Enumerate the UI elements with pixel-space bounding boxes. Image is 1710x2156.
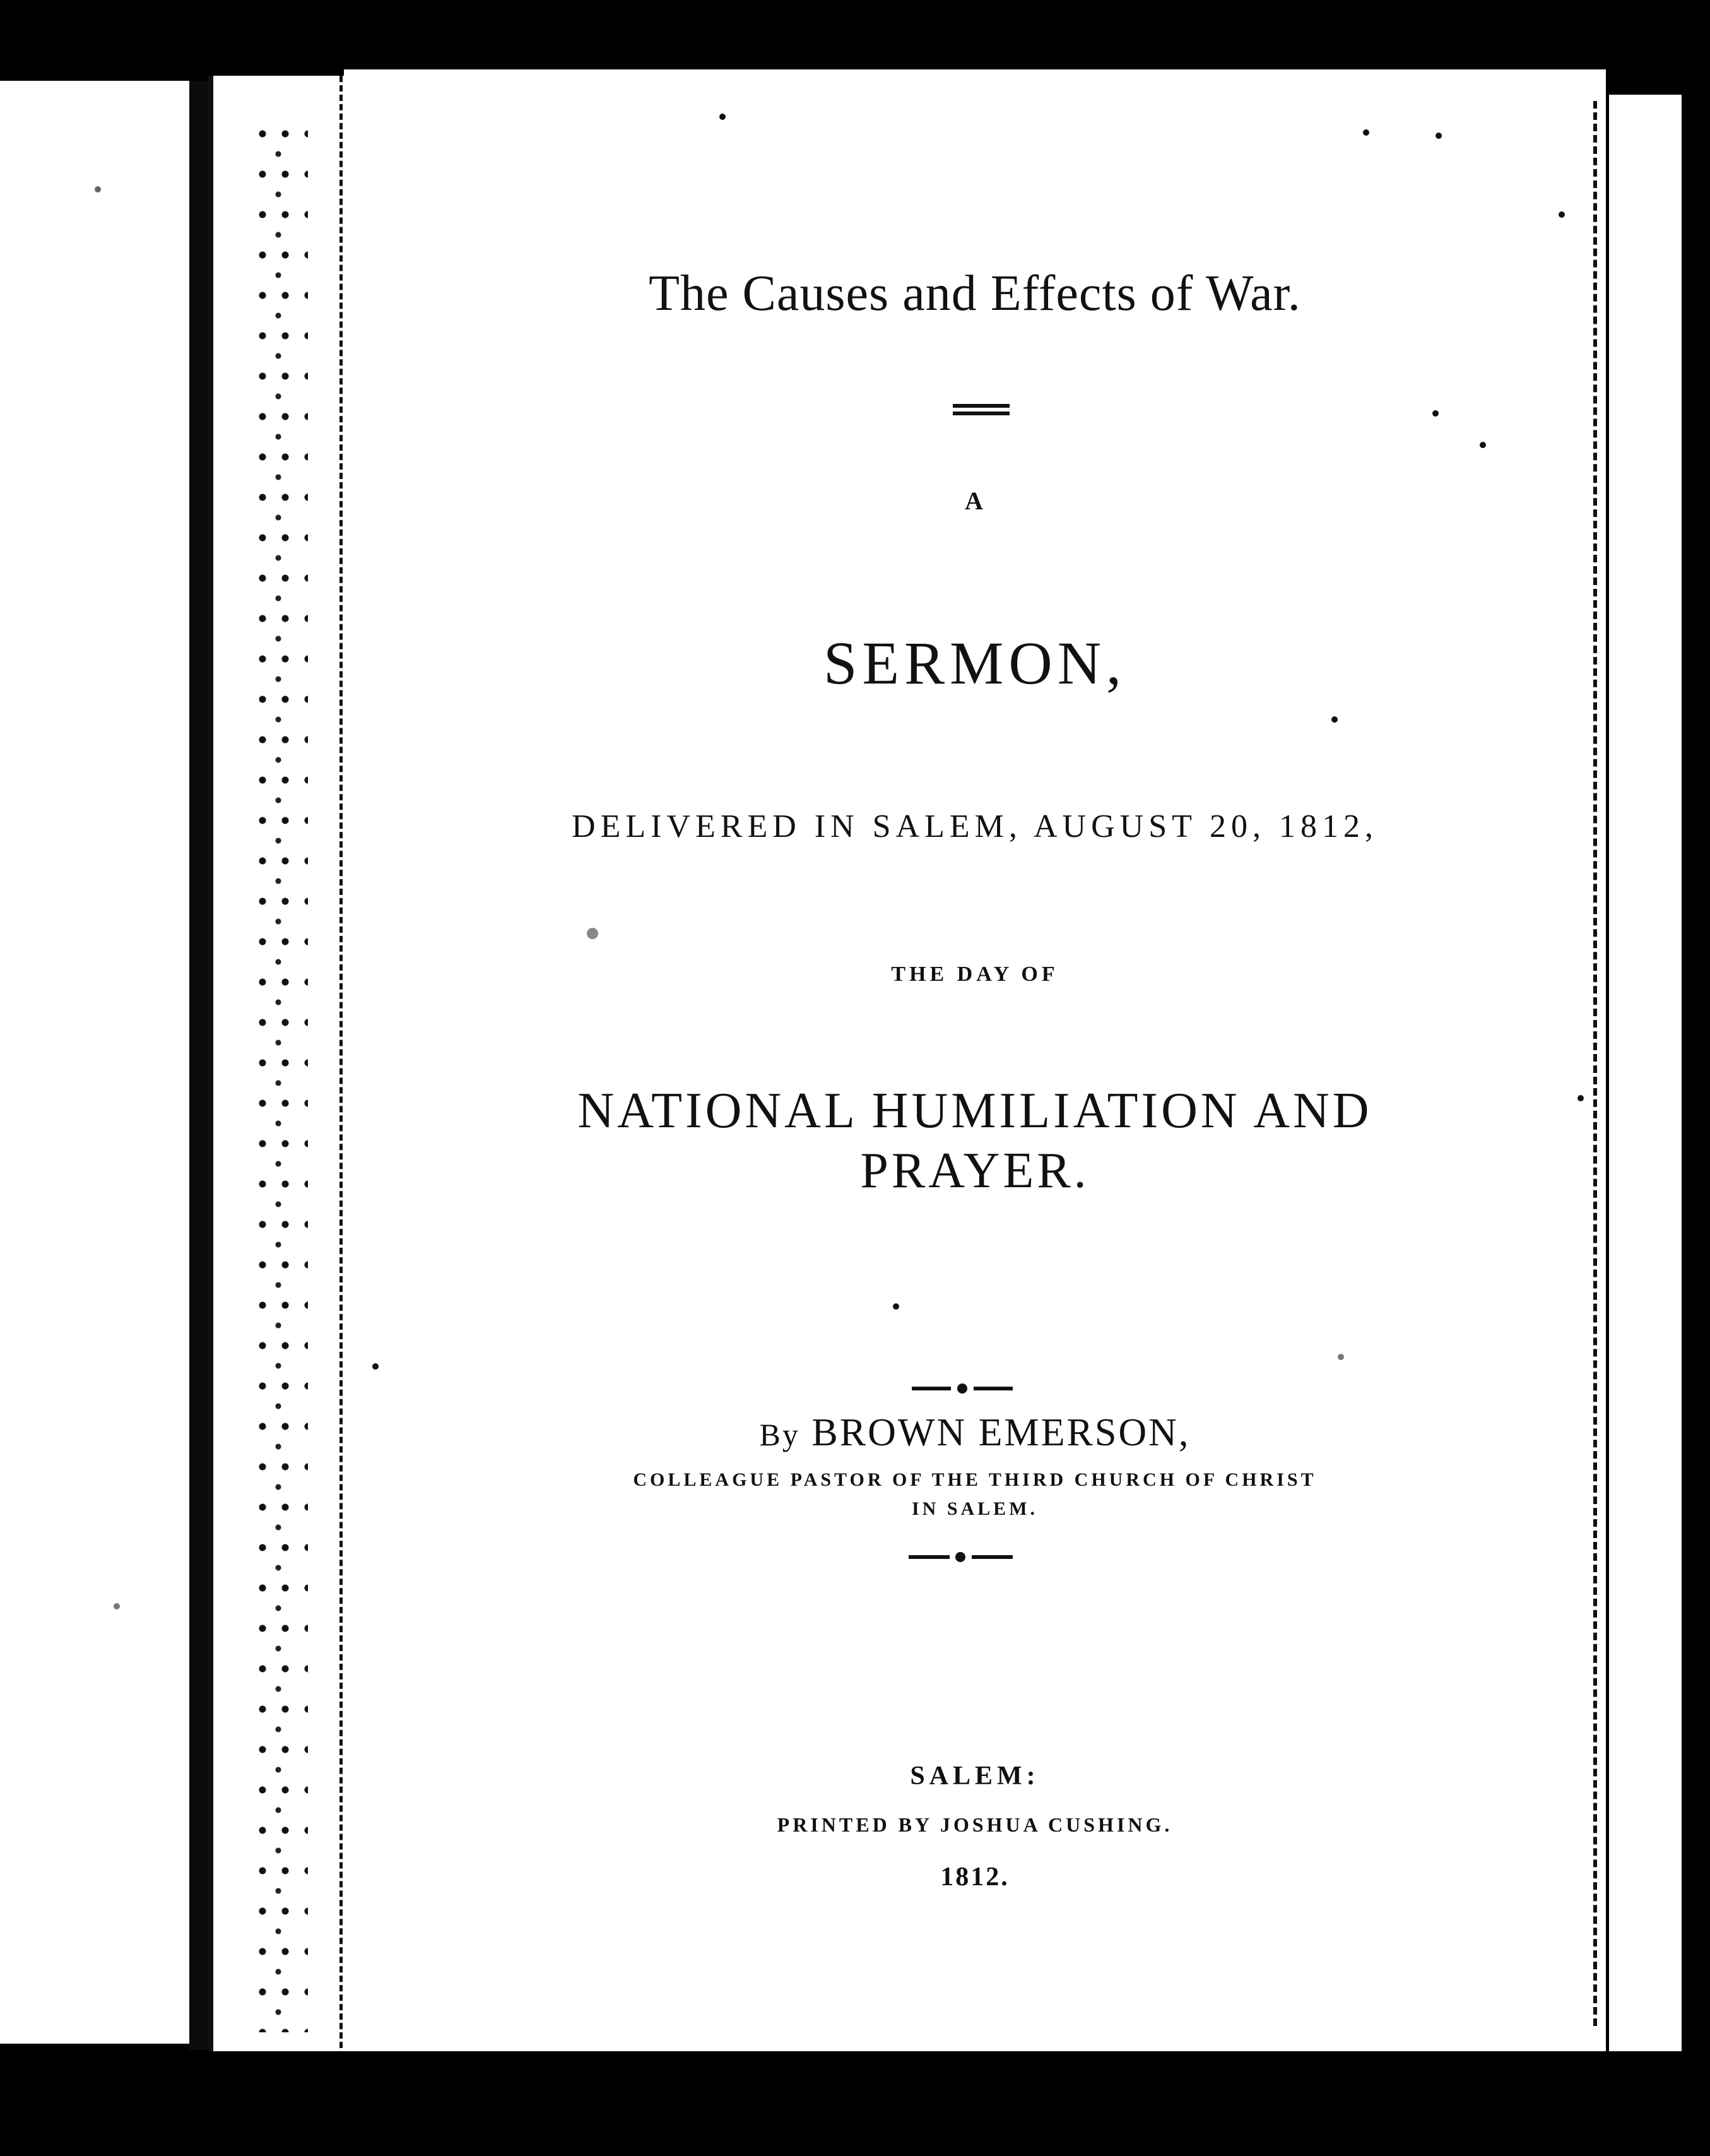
- imprint-printer: PRINTED BY JOSHUA CUSHING.: [777, 1813, 1173, 1836]
- imprint-place: SALEM:: [910, 1762, 1040, 1791]
- stitch-line: [339, 76, 343, 2058]
- author-position-line-1: COLLEAGUE PASTOR OF THE THIRD CHURCH OF CHRIST: [633, 1469, 1317, 1490]
- ink-speck: [95, 186, 101, 192]
- title-page: [344, 69, 1606, 2051]
- stitch-dots-secondary: [262, 134, 307, 2032]
- author-line: [344, 1411, 1606, 1455]
- ink-speck: [719, 114, 726, 120]
- ink-speck: [372, 1363, 379, 1370]
- main-title: SERMON,: [823, 629, 1127, 697]
- binding-stitches: [208, 76, 352, 2058]
- double-rule-top: [953, 404, 1010, 408]
- double-rule-bottom: [953, 412, 1010, 415]
- delivery-line: DELIVERED IN SALEM, AUGUST 20, 1812,: [572, 808, 1378, 844]
- ink-speck: [893, 1303, 899, 1310]
- ink-speck: [1480, 442, 1486, 448]
- ornament-rule-bottom: [909, 1554, 1013, 1560]
- ink-speck: [1331, 716, 1338, 723]
- ornament-rule-top: [912, 1385, 1013, 1392]
- page-edge-rule: [1593, 101, 1597, 2026]
- ink-speck: [587, 928, 598, 939]
- ink-speck: [1436, 133, 1442, 139]
- occasion-line-1: NATIONAL HUMILIATION AND: [577, 1083, 1372, 1139]
- ink-speck: [1363, 129, 1369, 136]
- ink-speck: [1432, 410, 1439, 417]
- scan-bottom-border: [0, 2051, 1710, 2156]
- author-position-line-2: IN SALEM.: [911, 1498, 1039, 1519]
- imprint-year: 1812.: [940, 1863, 1010, 1892]
- author-by: By: [759, 1417, 800, 1452]
- day-of-line: THE DAY OF: [891, 962, 1059, 986]
- ink-speck: [114, 1603, 120, 1609]
- occasion-line-2: PRAYER.: [860, 1143, 1090, 1199]
- right-scan-border: [1682, 95, 1710, 2156]
- left-leaf-edge: [189, 81, 208, 2050]
- ink-speck: [1577, 1095, 1584, 1101]
- left-facing-leaf: [0, 81, 189, 2044]
- scan-top-border: [0, 0, 1710, 81]
- author-name: BROWN EMERSON,: [811, 1411, 1191, 1454]
- ink-speck: [1559, 211, 1565, 218]
- title-article: A: [965, 487, 985, 515]
- right-margin-strip: [1609, 95, 1685, 2064]
- half-title: The Causes and Effects of War.: [649, 266, 1301, 321]
- ink-speck: [1338, 1354, 1344, 1360]
